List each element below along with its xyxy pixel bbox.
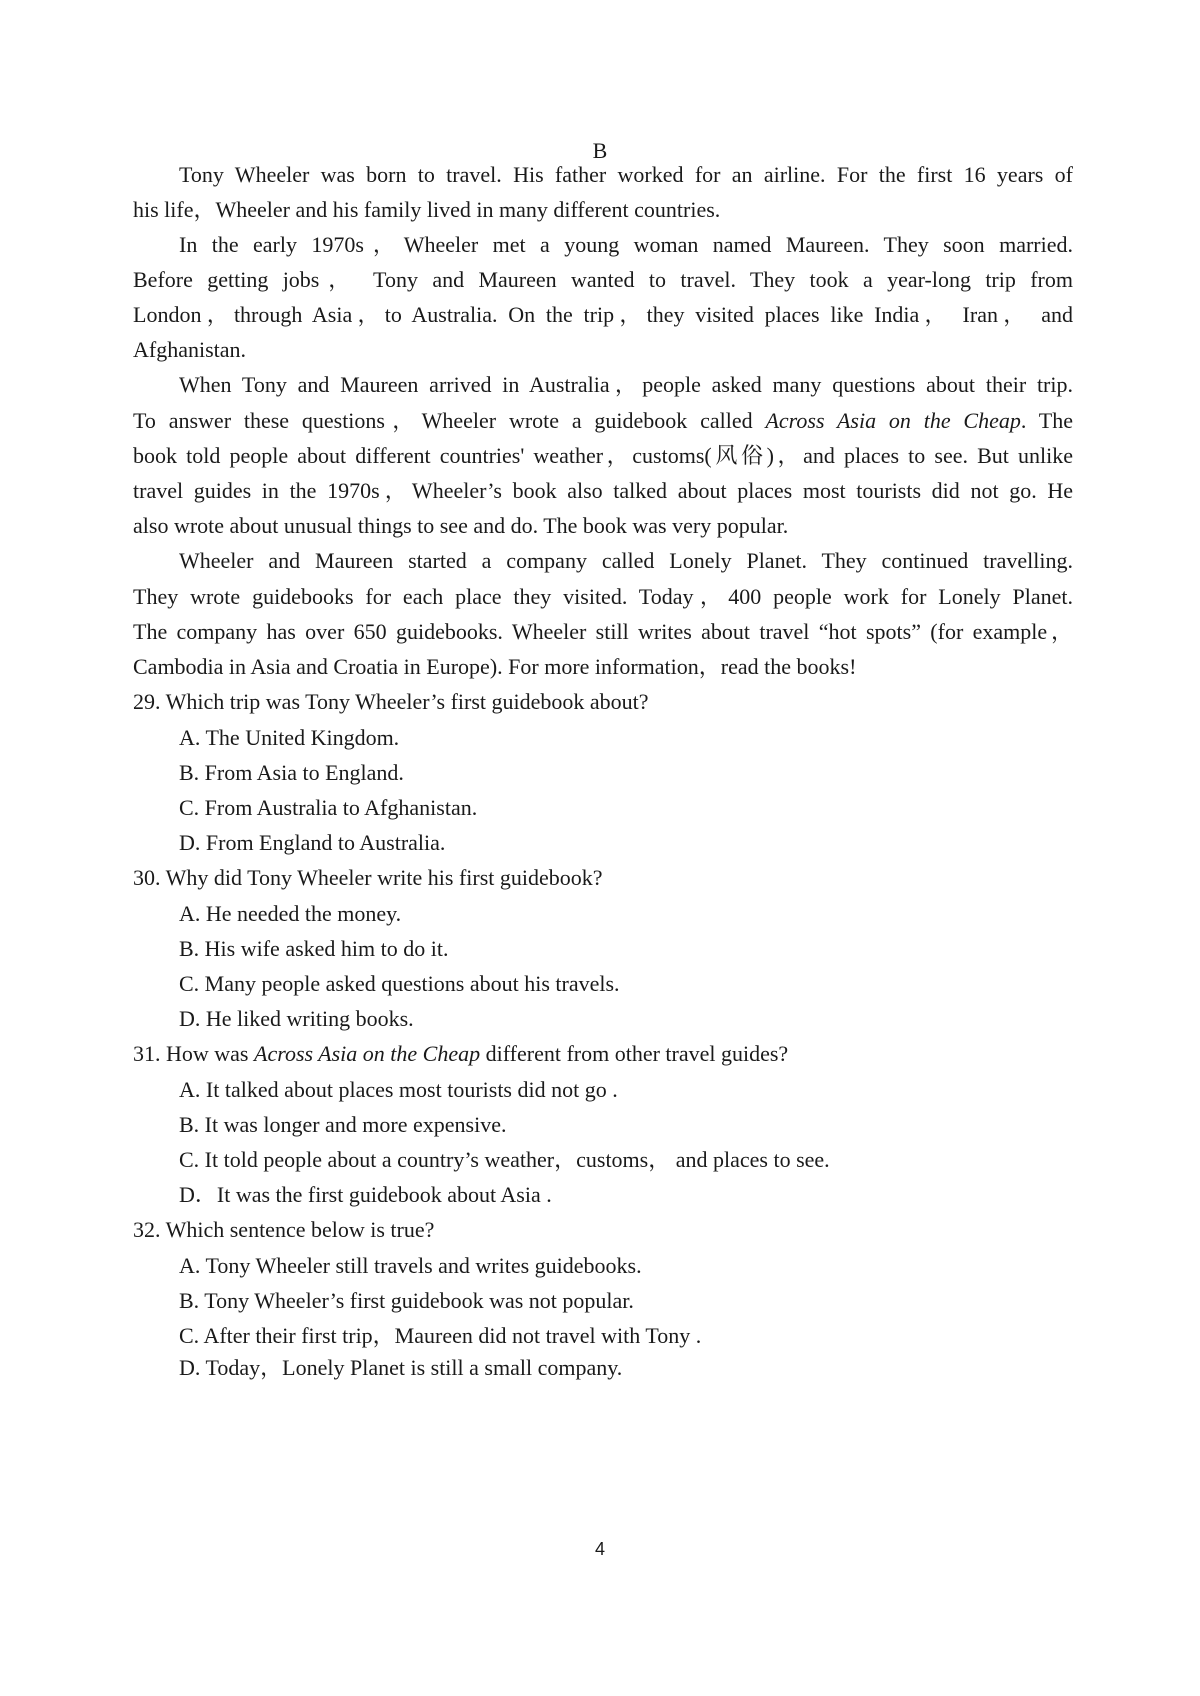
answer-option: C. It told people about a country’s weather，customs， and places to see. [179,1147,830,1172]
question-stem: 29. Which trip was Tony Wheeler’s first guidebook about? [133,689,649,714]
section-title: B [592,138,608,163]
answer-option: B. His wife asked him to do it. [179,936,449,961]
paragraph-line: Before getting jobs， Tony and Maureen wanted to travel. They took a year-long trip from [133,267,1073,292]
answer-option: C. After their first trip，Maureen did not travel with Tony . [179,1323,702,1348]
question-text: different from other travel guides? [480,1041,789,1066]
book-title: Across Asia on the Cheap [254,1041,481,1066]
paragraph-line: London，through Asia，to Australia. On the trip，they visited places like India， Iran， and [133,302,1073,327]
answer-option: A. Tony Wheeler still travels and writes guidebooks. [179,1253,642,1278]
question-stem: 30. Why did Tony Wheeler write his first guidebook? [133,865,603,890]
answer-option: B. It was longer and more expensive. [179,1112,507,1137]
answer-option: A. It talked about places most tourists did not go . [179,1077,618,1102]
answer-option: A. He needed the money. [179,901,402,926]
answer-option: C. Many people asked questions about his travels. [179,971,620,996]
question-text: 31. How was [133,1041,254,1066]
answer-option: C. From Australia to Afghanistan. [179,795,478,820]
answer-option: D. He liked writing books. [179,1006,414,1031]
paragraph-line: When Tony and Maureen arrived in Australia，people asked many questions about their trip. [179,372,1073,397]
paragraph-line: travel guides in the 1970s，Wheeler’s book also talked about places most tourists did not go. He [133,478,1073,503]
paragraph-line: also wrote about unusual things to see and do. The book was very popular. [133,513,789,538]
paragraph-text: To answer these questions，Wheeler wrote a guidebook called [133,408,766,433]
answer-option: D．It was the first guidebook about Asia . [179,1182,552,1207]
paragraph-line [133,406,1073,436]
answer-option: A. The United Kingdom. [179,725,400,750]
paragraph-line: book told people about different countries' weather，customs(风俗)，and places to see. But unlike [133,443,1073,468]
paragraph-line: Tony Wheeler was born to travel. His father worked for an airline. For the first 16 years of [179,162,1073,187]
answer-option: B. Tony Wheeler’s first guidebook was not popular. [179,1288,634,1313]
paragraph-line: Afghanistan. [133,337,247,362]
paragraph-line: Cambodia in Asia and Croatia in Europe). For more information，read the books! [133,654,857,679]
answer-option: B. From Asia to England. [179,760,404,785]
answer-option: D. From England to Australia. [179,830,446,855]
paragraph-line: In the early 1970s，Wheeler met a young woman named Maureen. They soon married. [179,232,1073,257]
question-stem: 32. Which sentence below is true? [133,1217,435,1242]
question-stem [133,1039,788,1069]
answer-option: D. Today，Lonely Planet is still a small company. [179,1355,623,1380]
paragraph-text: . The [1020,408,1073,433]
paragraph-line: his life，Wheeler and his family lived in many different countries. [133,197,721,222]
paragraph-line: They wrote guidebooks for each place they visited. Today，400 people work for Lonely Planet. [133,584,1073,609]
paragraph-line: The company has over 650 guidebooks. Wheeler still writes about travel “hot spots” (for example， [133,619,1073,644]
paragraph-line: Wheeler and Maureen started a company called Lonely Planet. They continued travelling. [179,548,1073,573]
page-number: 4 [594,1539,605,1559]
book-title: Across Asia on the Cheap [765,408,1021,433]
